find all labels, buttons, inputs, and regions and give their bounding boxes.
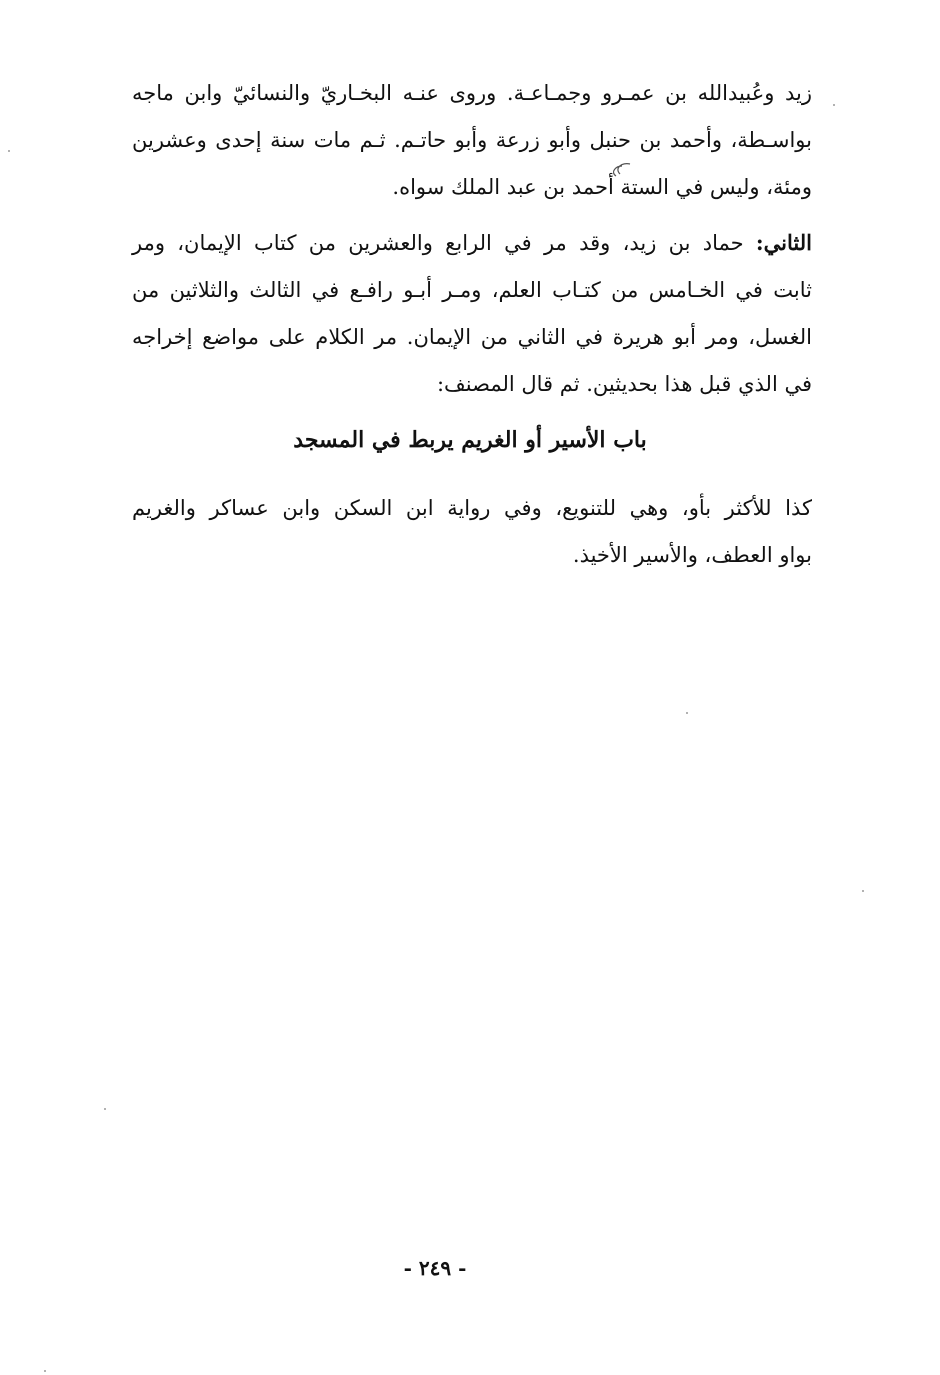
scan-speck: [862, 890, 864, 892]
text-line: كذا للأكثر بأو، وهي للتنويع، وفي رواية ابن السكن وابن عساكر والغريم: [132, 496, 812, 520]
text-line: في الذي قبل هذا بحديثين. ثم قال المصنف:: [436, 372, 812, 396]
paragraph-commentary: [132, 485, 812, 579]
lead-word: الثاني:: [755, 230, 812, 255]
paragraph-narrators: [132, 70, 812, 211]
page-number: - ٢٤٩ -: [403, 1256, 467, 1280]
scan-speck: [8, 150, 10, 152]
text-line: الغسل، ومر أبو هريرة في الثاني من الإيمان. مر الكلام على مواضع إخراجه: [132, 325, 812, 349]
text-line: بواو العطف، والأسير الأخيذ.: [572, 543, 812, 567]
text-line: [132, 219, 812, 267]
text-line: بواسـطة، وأحمد بن حنبل وأبو زرعة وأبو حاتـم. ثـم مات سنة إحدى وعشرين: [132, 128, 812, 152]
text-line: ومئة، وليس في الستة أحمد بن عبد الملك سواه.: [392, 175, 812, 199]
text-line-rest: حماد بن زيد، وقد مر في الرابع والعشرين من كتاب الإيمان، ومر: [132, 231, 756, 255]
paragraph-second-narrator: [132, 219, 812, 408]
chapter-heading: باب الأسير أو الغريم يربط في المسجد: [293, 427, 647, 453]
scan-speck: [833, 104, 835, 106]
scan-speck: [686, 712, 688, 714]
scan-speck: [104, 1108, 106, 1110]
text-line: زيد وعُبيدالله بن عمـرو وجمـاعـة. وروى عنـه البخـاريّ والنسائيّ وابن ماجه: [132, 81, 812, 105]
text-line: ثابت في الخـامس من كتـاب العلم، ومـر أبـو رافـع في الثالث والثلاثين من: [132, 278, 812, 302]
scan-speck: [44, 1370, 46, 1372]
handwritten-mark: [600, 158, 640, 182]
